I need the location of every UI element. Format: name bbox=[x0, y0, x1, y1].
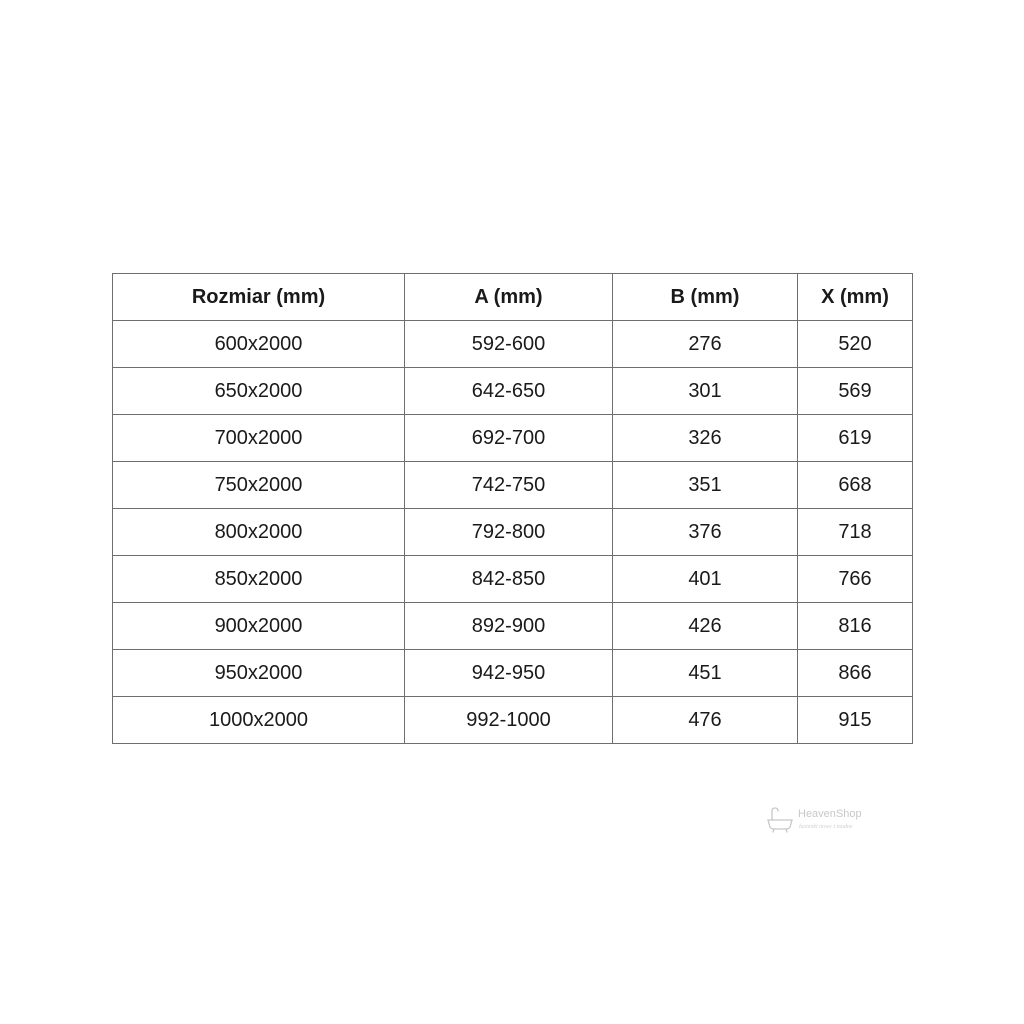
cell-b: 326 bbox=[613, 415, 798, 462]
cell-x: 915 bbox=[798, 697, 913, 744]
table-row bbox=[113, 697, 913, 744]
table-row bbox=[113, 650, 913, 697]
cell-x: 619 bbox=[798, 415, 913, 462]
table-row bbox=[113, 321, 913, 368]
cell-b: 376 bbox=[613, 509, 798, 556]
cell-a: 992-1000 bbox=[405, 697, 613, 744]
cell-a: 842-850 bbox=[405, 556, 613, 603]
heavenshop-watermark bbox=[766, 804, 886, 834]
table-row bbox=[113, 603, 913, 650]
header-size: Rozmiar (mm) bbox=[113, 274, 405, 321]
cell-size: 750x2000 bbox=[113, 462, 405, 509]
watermark-brand: HeavenShop bbox=[798, 808, 862, 820]
cell-b: 451 bbox=[613, 650, 798, 697]
table-row bbox=[113, 509, 913, 556]
cell-size: 850x2000 bbox=[113, 556, 405, 603]
cell-x: 766 bbox=[798, 556, 913, 603]
header-a: A (mm) bbox=[405, 274, 613, 321]
cell-x: 520 bbox=[798, 321, 913, 368]
table-row bbox=[113, 415, 913, 462]
cell-b: 401 bbox=[613, 556, 798, 603]
cell-a: 692-700 bbox=[405, 415, 613, 462]
cell-b: 301 bbox=[613, 368, 798, 415]
cell-size: 950x2000 bbox=[113, 650, 405, 697]
cell-a: 792-800 bbox=[405, 509, 613, 556]
cell-size: 800x2000 bbox=[113, 509, 405, 556]
cell-size: 650x2000 bbox=[113, 368, 405, 415]
cell-x: 718 bbox=[798, 509, 913, 556]
cell-a: 742-750 bbox=[405, 462, 613, 509]
cell-b: 351 bbox=[613, 462, 798, 509]
cell-size: 700x2000 bbox=[113, 415, 405, 462]
cell-size: 900x2000 bbox=[113, 603, 405, 650]
cell-b: 426 bbox=[613, 603, 798, 650]
cell-b: 276 bbox=[613, 321, 798, 368]
header-b: B (mm) bbox=[613, 274, 798, 321]
cell-x: 866 bbox=[798, 650, 913, 697]
cell-b: 476 bbox=[613, 697, 798, 744]
cell-a: 892-900 bbox=[405, 603, 613, 650]
header-x: X (mm) bbox=[798, 274, 913, 321]
cell-a: 642-650 bbox=[405, 368, 613, 415]
cell-size: 600x2000 bbox=[113, 321, 405, 368]
bathtub-icon bbox=[766, 804, 886, 834]
cell-x: 816 bbox=[798, 603, 913, 650]
watermark-tagline: łazienki nowe i modne bbox=[799, 824, 853, 830]
table-row bbox=[113, 368, 913, 415]
cell-x: 569 bbox=[798, 368, 913, 415]
table-header-row bbox=[113, 274, 913, 321]
table-row bbox=[113, 556, 913, 603]
cell-size: 1000x2000 bbox=[113, 697, 405, 744]
cell-x: 668 bbox=[798, 462, 913, 509]
cell-a: 942-950 bbox=[405, 650, 613, 697]
table-row bbox=[113, 462, 913, 509]
cell-a: 592-600 bbox=[405, 321, 613, 368]
size-table bbox=[112, 273, 913, 744]
